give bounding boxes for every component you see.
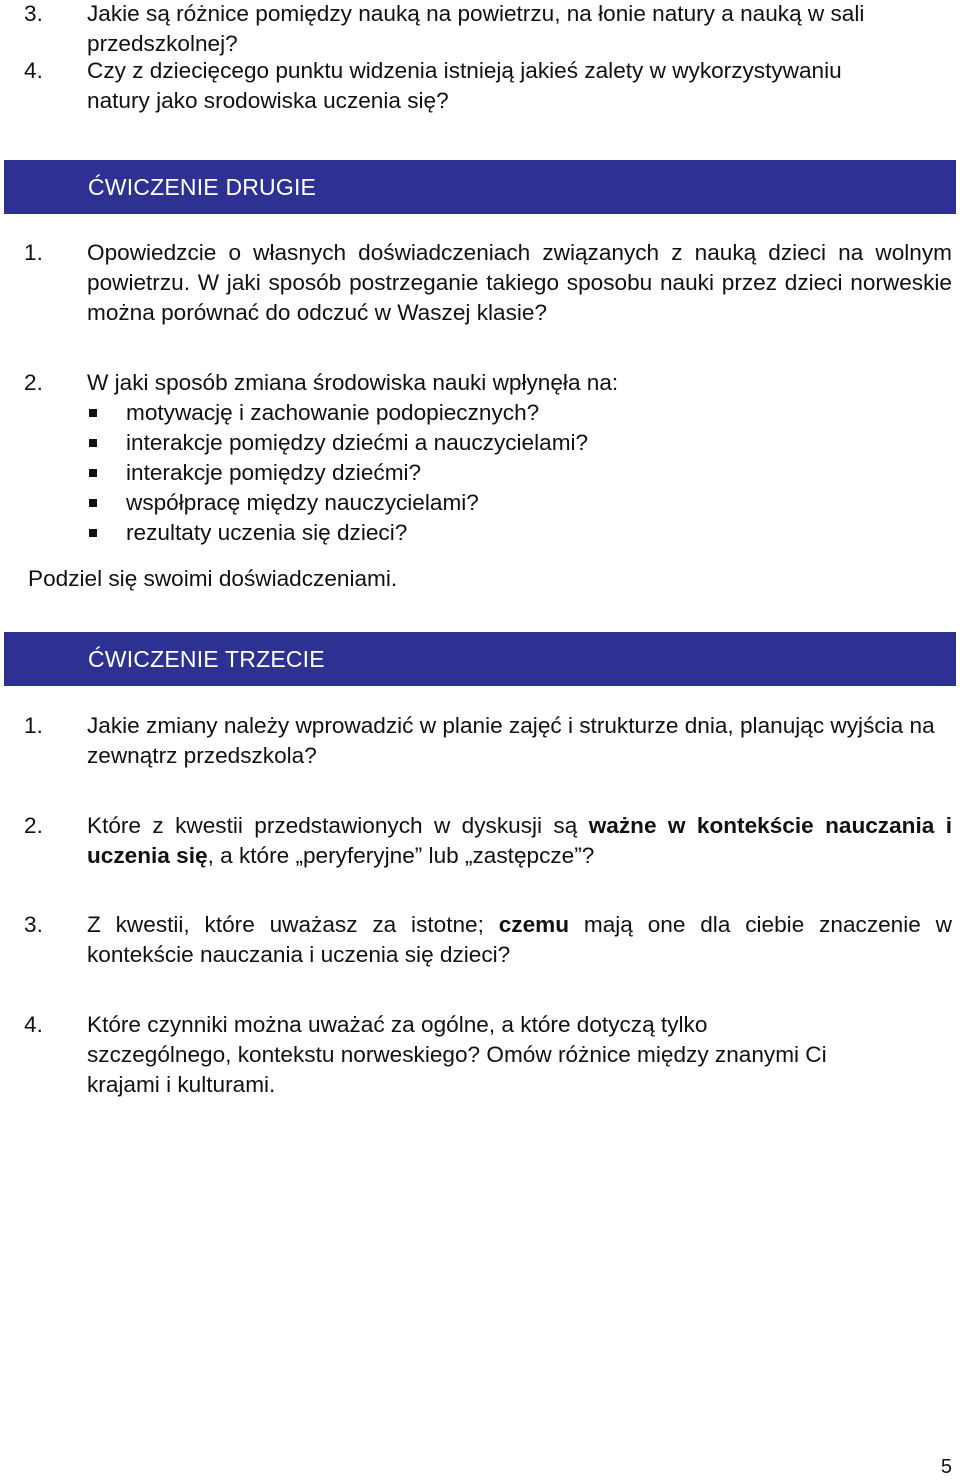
question-text: W jaki sposób zmiana środowiska nauki wpłynęła na: [87,370,619,395]
exercise-two-question-2 [0,368,952,398]
question-number: 1. [24,240,43,265]
list-item [87,428,588,458]
question-text [87,811,952,871]
question-text [87,56,952,116]
bullet-list [87,398,588,548]
question-text-part: Które z kwestii przedstawionych w dyskusji są [87,813,589,838]
question-line: Czy z dziecięcego punktu widzenia istnieją jakieś zalety w wykorzystywaniu [87,58,842,83]
question-text: Jakie zmiany należy wprowadzić w planie zajęć i strukturze dnia, planując wyjścia na zewnątrz przedszkola? [87,713,935,768]
question-line: krajami i kulturami. [87,1072,276,1097]
section-title: ĆWICZENIE TRZECIE [88,646,325,672]
question-emphasis: czemu [498,912,570,937]
question-line: Jakie są różnice pomiędzy nauką na powietrzu, na łonie natury a nauką w sali [87,1,865,26]
question-text [87,910,952,970]
square-bullet-icon [89,409,97,417]
list-item [87,398,588,428]
square-bullet-icon [89,439,97,447]
exercise-three-question-2 [0,811,952,871]
question-line: szczególnego, kontekstu norweskiego? Omów różnice między znanymi Ci [87,1042,827,1067]
square-bullet-icon [89,469,97,477]
question-number: 3. [24,1,43,26]
section-banner-exercise-three [4,632,956,686]
question-line: natury jako srodowiska uczenia się? [87,88,449,113]
question-number: 1. [24,713,43,738]
question-text-part: Z kwestii, które uważasz za istotne; [87,912,499,937]
list-item [87,488,588,518]
square-bullet-icon [89,529,97,537]
question-text [87,0,952,59]
page-number: 5 [940,1456,952,1478]
question-number: 4. [24,58,43,83]
list-item [87,518,588,548]
question-number: 2. [24,370,43,395]
question-line: Które czynniki można uważać za ogólne, a które dotyczą tylko [87,1012,708,1037]
square-bullet-icon [89,499,97,507]
question-4 [0,56,952,116]
question-number: 3. [24,912,43,937]
question-line: przedszkolnej? [87,31,238,56]
section-title: ĆWICZENIE DRUGIE [88,174,317,200]
question-text [87,1010,952,1100]
exercise-three-question-4 [0,1010,952,1100]
list-item-text: motywację i zachowanie podopiecznych? [126,400,540,425]
list-item-text: interakcje pomiędzy dziećmi a nauczycielami? [126,430,589,455]
list-item-text: rezultaty uczenia się dzieci? [126,520,408,545]
closing-text: Podziel się swoimi doświadczeniami. [28,566,398,591]
list-item-text: interakcje pomiędzy dziećmi? [126,460,422,485]
exercise-three-question-1 [0,711,952,771]
question-text-part: mają one dla ciebie znaczenie w kontekście nauczania i uczenia się dzieci? [87,912,952,967]
list-item [87,458,588,488]
question-number: 2. [24,813,43,838]
question-emphasis: ważne w kontekście nauczania i uczenia się [87,813,952,868]
question-3 [0,0,952,59]
question-text: Opowiedzcie o własnych doświadczeniach związanych z nauką dzieci na wolnym powietrzu. W jaki sposób postrzeganie takiego sposobu nauki przez dzieci norweskie można porównać do odczuć w Waszej klasie? [87,240,952,325]
exercise-two-question-1 [0,238,952,328]
list-item-text: współpracę między nauczycielami? [126,490,479,515]
exercise-three-question-3 [0,910,952,970]
section-banner-exercise-two [4,160,956,214]
question-number: 4. [24,1012,43,1037]
question-text-part: , a które „peryferyjne” lub „zastępcze”? [207,843,595,868]
